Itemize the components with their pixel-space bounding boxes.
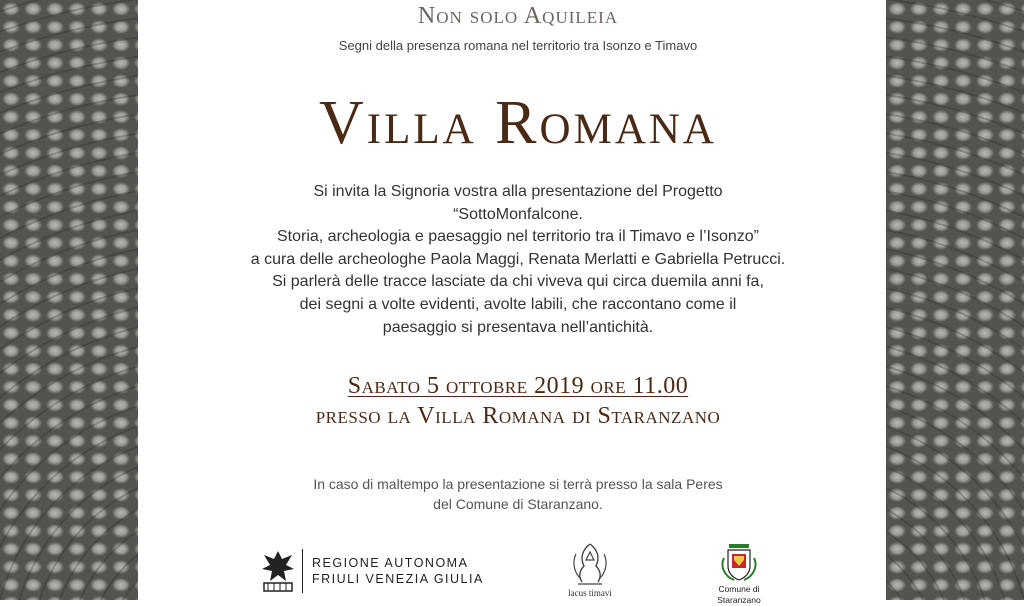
eagle-icon xyxy=(258,547,298,593)
lacus-emblem-icon xyxy=(562,540,618,586)
weather-note xyxy=(138,474,898,514)
invitation-line: dei segni a volte evidenti, avolte labili, che raccontano come il xyxy=(299,295,737,313)
invitation-line: a cura delle archeologhe Paola Maggi, Renata Merlatti e Gabriella Petrucci. xyxy=(250,250,786,268)
invitation-line: paesaggio si presentava nell’antichità. xyxy=(382,318,654,336)
region-name-line1: REGIONE AUTONOMA xyxy=(312,556,469,570)
event-place: presso la Villa Romana di Staranzano xyxy=(315,403,721,429)
comune-label xyxy=(704,584,774,606)
lacus-timavi-logo xyxy=(562,540,618,600)
region-name-line2: FRIULI VENEZIA GIULIA xyxy=(312,572,484,586)
comune-logo xyxy=(704,538,774,605)
cobblestone-photo-left xyxy=(0,0,138,600)
series-title: Non solo Aquileia xyxy=(417,3,619,29)
cobblestone-photo-right xyxy=(886,0,1024,600)
coat-of-arms-icon xyxy=(704,538,774,582)
invitation-panel xyxy=(138,0,898,605)
invitation-line: Storia, archeologia e paesaggio nel territorio tra il Timavo e l’Isonzo” xyxy=(276,228,760,246)
logo-divider xyxy=(302,549,303,593)
weather-note-line: In caso di maltempo la presentazione si terrà presso la sala Peres xyxy=(313,476,723,492)
region-logo xyxy=(258,547,484,597)
weather-note-line: del Comune di Staranzano. xyxy=(433,496,603,512)
event-date-text: Sabato 5 ottobre 2019 ore 11.00 xyxy=(347,373,689,399)
invitation-line: Si invita la Signoria vostra alla presentazione del Progetto xyxy=(313,183,723,200)
event-date xyxy=(138,373,898,400)
series-subtitle: Segni della presenza romana nel territorio tra Isonzo e Timavo xyxy=(338,38,698,53)
comune-label-line1: Comune di xyxy=(718,584,760,594)
comune-label-line2: Staranzano xyxy=(717,595,761,605)
lacus-label: lacus timavi xyxy=(568,588,612,598)
invitation-line: “SottoMonfalcone. xyxy=(453,205,583,223)
invitation-line: Si parlerà delle tracce lasciate da chi viveva qui circa duemila anni fa, xyxy=(272,273,764,291)
invitation-text xyxy=(138,181,898,339)
page-title: Villa Romana xyxy=(319,89,717,157)
